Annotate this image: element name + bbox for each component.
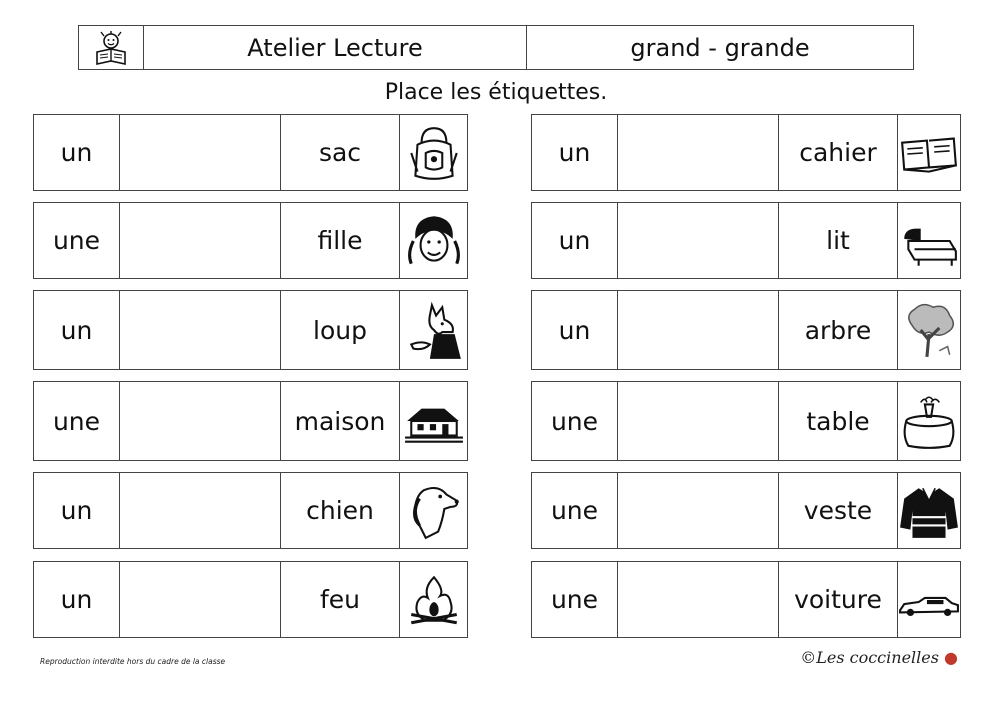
ladybug-icon: ●: [938, 648, 958, 667]
bed-icon: [898, 203, 960, 278]
instruction-text: Place les étiquettes.: [384, 80, 608, 105]
girl-icon: [400, 203, 467, 278]
noun-label: maison: [281, 382, 400, 460]
article-label: un: [532, 115, 618, 190]
adjective-slot[interactable]: [618, 562, 779, 637]
word-card-arbre: [531, 290, 961, 370]
backpack-icon: [400, 115, 467, 190]
adjective-slot[interactable]: [120, 562, 281, 637]
noun-label: chien: [281, 473, 400, 548]
article-label: un: [34, 291, 120, 369]
noun-label: sac: [281, 115, 400, 190]
article-label: un: [532, 203, 618, 278]
noun-label: loup: [281, 291, 400, 369]
adjective-slot[interactable]: [618, 382, 779, 460]
dog-icon: [400, 473, 467, 548]
word-card-fille: [33, 202, 468, 279]
car-icon: [898, 562, 960, 637]
word-card-lit: [531, 202, 961, 279]
adjective-slot[interactable]: [120, 291, 281, 369]
noun-label: lit: [779, 203, 898, 278]
article-label: une: [532, 562, 618, 637]
adjective-slot[interactable]: [618, 473, 779, 548]
word-card-veste: [531, 472, 961, 549]
word-card-chien: [33, 472, 468, 549]
noun-label: table: [779, 382, 898, 460]
copyright-symbol: ©: [800, 648, 817, 667]
brand-name: Les coccinelles: [816, 648, 939, 667]
word-card-loup: [33, 290, 468, 370]
article-label: un: [34, 562, 120, 637]
copyright-notice: Reproduction interdite hors du cadre de la classe: [40, 657, 226, 666]
article-label: un: [532, 291, 618, 369]
noun-label: arbre: [779, 291, 898, 369]
workshop-title: Atelier Lecture: [144, 26, 527, 69]
adjective-slot[interactable]: [120, 203, 281, 278]
word-card-maison: [33, 381, 468, 461]
header-table: [78, 25, 914, 70]
word-card-voiture: [531, 561, 961, 638]
noun-label: veste: [779, 473, 898, 548]
article-label: une: [532, 382, 618, 460]
noun-label: fille: [281, 203, 400, 278]
tree-icon: [898, 291, 960, 369]
article-label: un: [34, 115, 120, 190]
adjective-slot[interactable]: [120, 473, 281, 548]
article-label: une: [34, 382, 120, 460]
noun-label: voiture: [779, 562, 898, 637]
notebook-icon: [898, 115, 960, 190]
word-card-table: [531, 381, 961, 461]
jacket-icon: [898, 473, 960, 548]
wolf-icon: [400, 291, 467, 369]
brand-logo: [800, 648, 958, 667]
noun-label: feu: [281, 562, 400, 637]
article-label: un: [34, 473, 120, 548]
adjective-slot[interactable]: [120, 382, 281, 460]
word-card-cahier: [531, 114, 961, 191]
noun-label: cahier: [779, 115, 898, 190]
word-card-feu: [33, 561, 468, 638]
adjective-slot[interactable]: [618, 291, 779, 369]
child-reading-icon: [79, 26, 144, 69]
house-icon: [400, 382, 467, 460]
adjective-slot[interactable]: [120, 115, 281, 190]
article-label: une: [34, 203, 120, 278]
lesson-theme: grand - grande: [630, 33, 810, 62]
fire-icon: [400, 562, 467, 637]
table-icon: [898, 382, 960, 460]
adjective-slot[interactable]: [618, 115, 779, 190]
adjective-slot[interactable]: [618, 203, 779, 278]
article-label: une: [532, 473, 618, 548]
word-card-sac: [33, 114, 468, 191]
